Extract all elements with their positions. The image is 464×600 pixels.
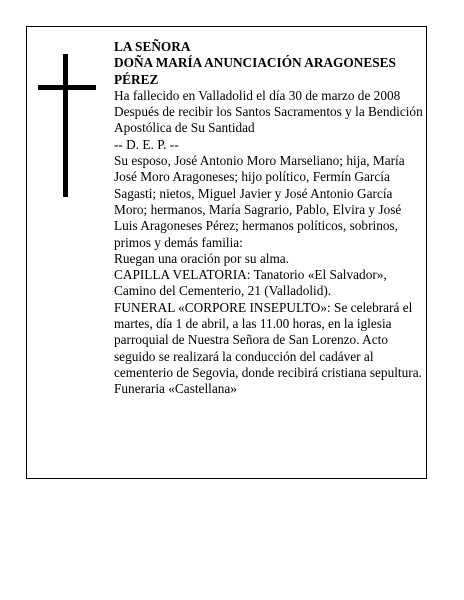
family-list: Su esposo, José Antonio Moro Marseliano; hija, María José Moro Aragoneses; hijo político, Fermín García Sagasti; nietos, Miguel Javier y José Antonio García Moro; hermanos, María Sagrario, Pablo, Elvira y José Luis Aragoneses Pérez; hermanos políticos, sobrinos, primos y demás familia: <box>114 153 405 250</box>
latin-cross-icon <box>38 54 96 197</box>
prayer-request: Ruegan una oración por su alma. <box>114 250 290 266</box>
dep-text: -- D. E. P. -- <box>114 136 179 152</box>
chapel-info: CAPILLA VELATORIA: Tanatorio «El Salvador», Camino del Cementerio, 21 (Valladolid). <box>114 267 387 299</box>
notice-heading-title: LA SEÑORA <box>114 39 191 54</box>
obituary-text <box>114 39 424 398</box>
deceased-name: DOÑA MARÍA ANUNCIACIÓN ARAGONESES PÉREZ <box>114 55 396 87</box>
cross-horizontal-bar <box>38 85 96 90</box>
funeral-home: Funeraria «Castellana» <box>114 381 237 397</box>
funeral-info: FUNERAL «CORPORE INSEPULTO»: Se celebrará el martes, día 1 de abril, a las 11.00 horas, en la iglesia parroquial de Nuestra Señora de San Lorenzo. Acto seguido se realizará la conducción del cadáver al cementerio de Segovia, donde recibirá cristiana sepultura. <box>114 299 422 380</box>
cross-vertical-bar <box>63 54 68 197</box>
death-announcement: Ha fallecido en Valladolid el día 30 de marzo de 2008 <box>114 87 401 103</box>
sacraments-text: Después de recibir los Santos Sacramentos y la Bendición Apostólica de Su Santidad <box>114 104 423 136</box>
